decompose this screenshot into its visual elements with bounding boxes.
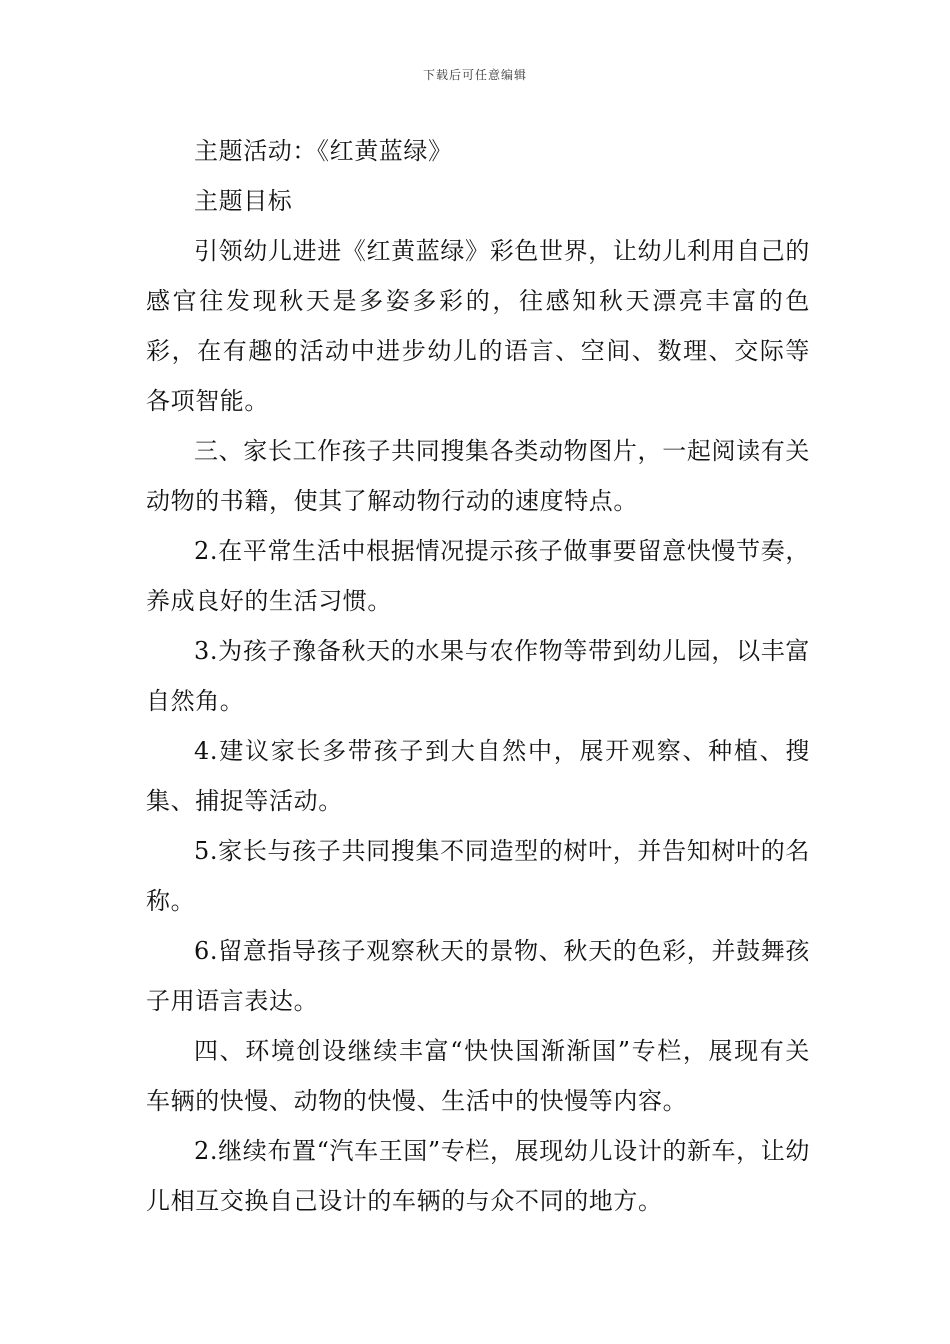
environment-item-2: 2.继续布置“汽车王国”专栏，展现幼儿设计的新车，让幼儿相互交换自己设计的车辆的与众不同的地方。 (146, 1137, 810, 1215)
parent-work-item-2: 2.在平常生活中根据情况提示孩子做事要留意快慢节奏，养成良好的生活习惯。 (146, 537, 810, 615)
theme-activity-title: 主题活动：《红黄蓝绿》 (194, 137, 453, 165)
parent-work-item-5: 5.家长与孩子共同搜集不同造型的树叶，并告知树叶的名称。 (146, 837, 810, 915)
parent-work-item-3: 3.为孩子豫备秋天的水果与农作物等带到幼儿园，以丰富自然角。 (146, 637, 810, 715)
environment-paragraph: 四、环境创设继续丰富“快快国渐渐国”专栏，展现有关车辆的快慢、动物的快慢、生活中的快慢等内容。 (146, 1037, 810, 1115)
parent-work-item-6: 6.留意指导孩子观察秋天的景物、秋天的色彩，并鼓舞孩子用语言表达。 (146, 937, 810, 1015)
parent-work-paragraph: 三、家长工作孩子共同搜集各类动物图片，一起阅读有关动物的书籍，使其了解动物行动的速度特点。 (146, 437, 810, 515)
parent-work-item-4: 4.建议家长多带孩子到大自然中，展开观察、种植、搜集、捕捉等活动。 (146, 737, 810, 815)
theme-goal-paragraph: 引领幼儿进进《红黄蓝绿》彩色世界，让幼儿利用自己的感官往发现秋天是多姿多彩的，往感知秋天漂亮丰富的色彩，在有趣的活动中进步幼儿的语言、空间、数理、交际等各项智能。 (146, 237, 810, 415)
page-header-note: 下载后可任意编辑 (422, 68, 527, 82)
document-body (146, 126, 810, 1226)
theme-goal-heading: 主题目标 (194, 187, 293, 215)
